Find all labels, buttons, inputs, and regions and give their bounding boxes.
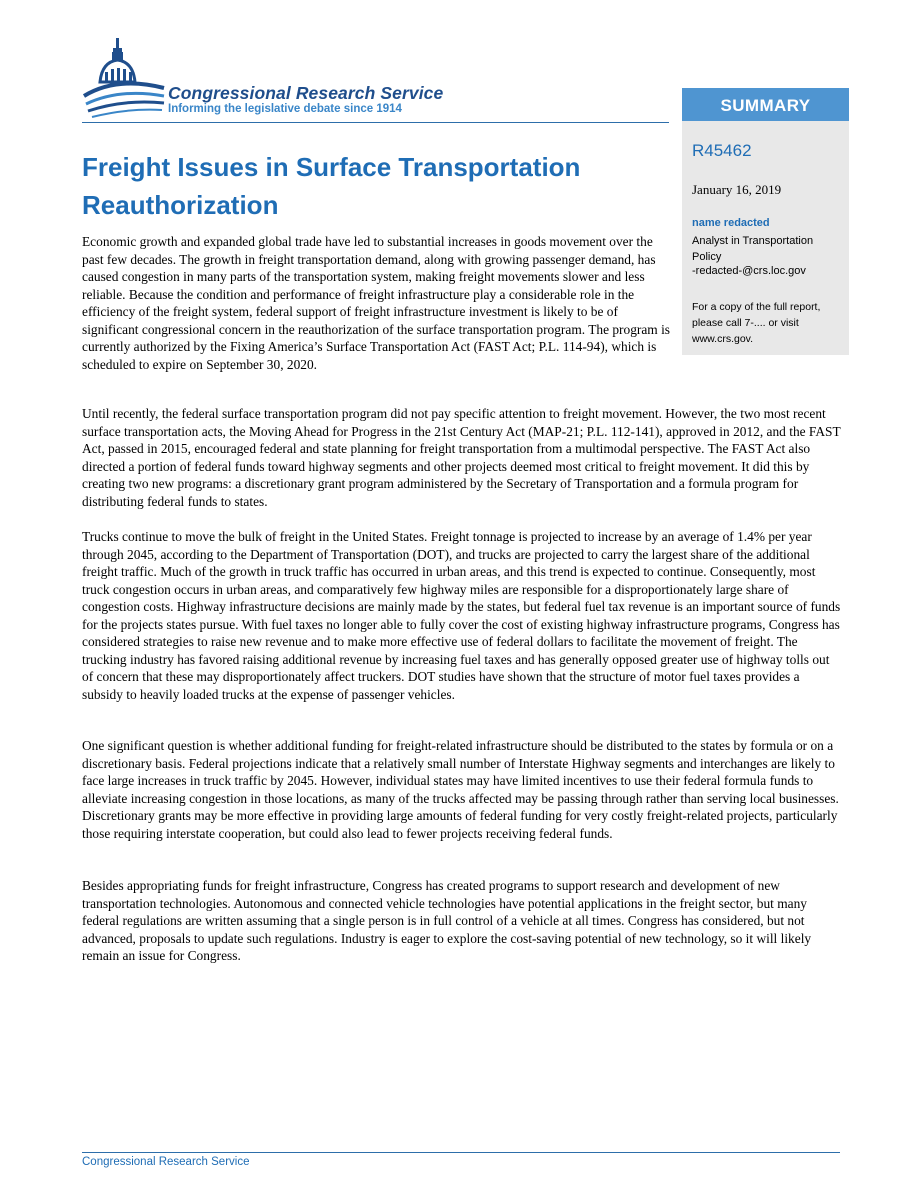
capitol-dome-icon — [82, 36, 166, 122]
summary-paragraph: Trucks continue to move the bulk of freight in the United States. Freight tonnage is projected to increase by an average of 1.4% per year through 2045, according to the Department of Transportation (DOT), and trucks are projected to carry the largest share of the additional freight traffic. Much of the growth in truck traffic has occurred in urban areas, and this trend is expected to continue. Consequently, most truck congestion occurs in urban areas, and comparatively few highway miles are responsible for a disproportionately large share of congestion costs. Highway infrastructure decisions are mainly made by the states, but federal fuel tax revenue is an important source of funds for the projects states pursue. With fuel taxes no longer able to fully cover the cost of existing highway infrastructure programs, Congress has considered strategies to raise new revenue and to make more effective use of federal dollars to facilitate the movement of freight. The trucking industry has favored raising additional revenue by increasing fuel taxes and has generally opposed greater use of highway tolls out of concern that these may disproportionately affect truckers. DOT studies have shown that the structure of motor fuel taxes provides a subsidy to heavily loaded trucks at the expense of passenger vehicles. — [82, 529, 841, 702]
org-tagline: Informing the legislative debate since 1914 — [168, 103, 402, 115]
page-title: Freight Issues in Surface Transportation Reauthorization — [82, 152, 581, 220]
footer-label: Congressional Research Service — [82, 1156, 250, 1168]
summary-paragraph: One significant question is whether additional funding for freight-related infrastructure should be distributed to the states by formula or on a discretionary basis. Federal projections indicate that a relatively small number of Interstate Highway segments and interchanges are likely to face large increases in truck traffic by 2045. However, individual states may have limited incentives to use their federal formula funds to alleviate increasing congestion in those locations, as many of the trucks affected may be passing through rather than serving local businesses. Discretionary grants may be more effective in providing large amounts of federal funding for very costly freight-related projects, particularly those requiring interstate cooperation, but could also lead to fewer projects receiving federal funds. — [82, 738, 839, 841]
summary-label: SUMMARY — [682, 88, 849, 121]
org-name: Congressional Research Service — [168, 83, 444, 103]
summary-paragraph: Economic growth and expanded global trade have led to substantial increases in goods movement over the past few decades. The growth in freight transportation demand, along with growing passenger demand, has caused congestion in many parts of the transportation system, making freight movements slower and less reliable. Because the condition and performance of freight infrastructure play a considerable role in the efficiency of the freight system, federal support of freight infrastructure investment is likely to be of significant congressional concern in the reauthorization of the surface transportation program. The program is currently authorized by the Fixing America’s Surface Transportation Act (FAST Act; P.L. 114-94), which is scheduled to expire on September 30, 2020. — [82, 234, 670, 372]
crs-logo — [82, 36, 482, 122]
author-email[interactable]: -redacted-@crs.loc.gov — [692, 265, 806, 277]
header-divider — [82, 122, 669, 123]
report-date: January 16, 2019 — [692, 182, 782, 197]
author-title: Analyst in Transportation Policy — [692, 235, 814, 263]
footer-divider — [82, 1152, 840, 1153]
summary-sidebar — [682, 88, 849, 355]
author-name: name redacted — [692, 217, 770, 229]
summary-paragraph: Besides appropriating funds for freight infrastructure, Congress has created programs to support research and development of new transportation technologies. Autonomous and connected vehicle technologies have potential applications in the freight sector, but many federal regulations are written assuming that a single person is in full control of a vehicle at all times. Congress has considered, but not advanced, proposals to update such regulations. Industry is eager to explore the cost-saving potential of new technology, so it will likely remain an issue for Congress. — [82, 878, 812, 963]
copy-note: For a copy of the full report, please call 7-.... or visit www.crs.gov. — [692, 301, 821, 345]
report-number: R45462 — [692, 141, 752, 160]
summary-paragraph: Until recently, the federal surface transportation program did not pay specific attention to freight movement. However, the two most recent surface transportation acts, the Moving Ahead for Progress in the 21st Century Act (MAP-21; P.L. 112-141), approved in 2012, and the FAST Act, passed in 2015, encouraged federal and state planning for freight transportation from a multimodal perspective. The FAST Act also directed a portion of federal funds toward highway segments and other projects deemed most critical to freight movement. It did this by creating two new programs: a discretionary grant program administered by the Secretary of Transportation and a formula program for distributing federal funds to states. — [82, 406, 841, 509]
